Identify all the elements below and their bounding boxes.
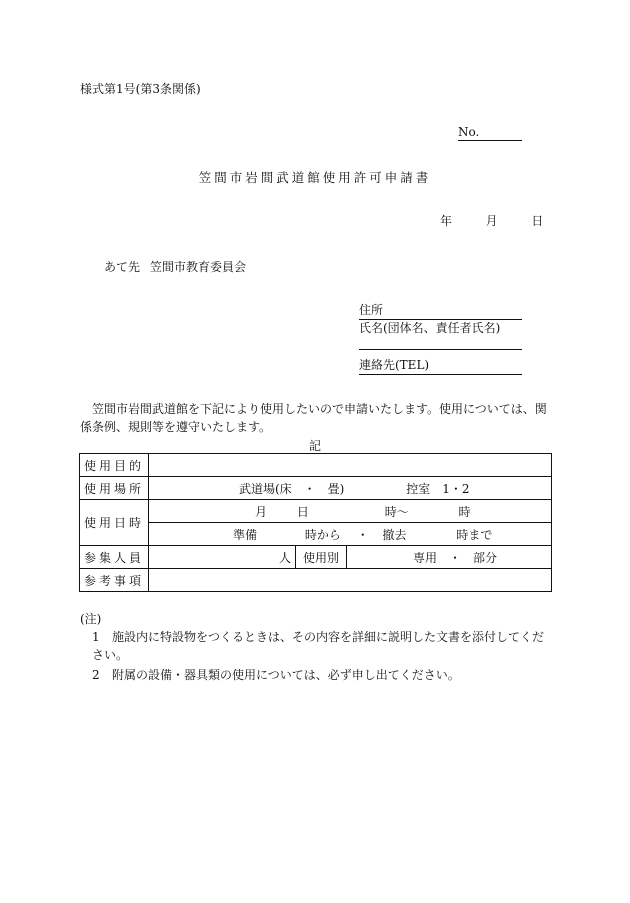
dt-day: 日 [296, 504, 309, 519]
dt-to: 時 [458, 504, 471, 519]
ki-marker: 記 [308, 439, 321, 453]
dt-from: 時〜 [384, 504, 409, 519]
usage-type-options: 専用 ・ 部分 [413, 550, 498, 565]
note-number: 1 [92, 630, 100, 644]
addressee-prefix: あて先 [104, 260, 141, 274]
place-room: 控室 1・2 [406, 481, 470, 496]
table-row [80, 454, 552, 477]
note-item [92, 666, 552, 684]
remarks-label: 参考事項 [80, 569, 149, 592]
note-text: 施設内に特設物をつくるときは、その内容を詳細に説明した文書を添付してください。 [92, 630, 545, 662]
applicant-name-field: 氏名(団体名、責任者氏名) [359, 321, 501, 335]
day-label: 日 [531, 214, 544, 228]
place-label: 使用場所 [80, 477, 149, 500]
application-statement: 笠間市岩間武道館を下記により使用したいので申請いたします。使用については、関係条例、規則等を遵守いたします。 [80, 402, 547, 434]
people-unit: 人 [149, 546, 296, 569]
application-table [79, 453, 552, 592]
form-number-label: 様式第1号(第3条関係) [80, 82, 201, 96]
usage-type-value [347, 546, 552, 569]
addressee-name: 笠間市教育委員会 [150, 260, 247, 274]
datetime-label: 使用日時 [80, 500, 149, 546]
table-row [80, 477, 552, 500]
addressee [104, 258, 246, 275]
datetime-row-2 [149, 523, 552, 546]
applicant-name-line [359, 349, 522, 350]
table-row [80, 500, 552, 523]
month-label: 月 [485, 214, 498, 228]
prep-separator: ・ [356, 527, 369, 542]
datetime-row-1 [149, 500, 552, 523]
notes-heading: (注) [80, 612, 102, 626]
dt-month: 月 [255, 504, 268, 519]
applicant-address-field: 住所 [359, 301, 522, 320]
document-number-field: No. [458, 125, 522, 141]
cleanup-to: 時まで [456, 527, 493, 542]
prep-from: 時から [304, 527, 341, 542]
year-label: 年 [440, 214, 453, 228]
usage-type-label: 使用別 [296, 546, 347, 569]
cleanup-label: 撤去 [382, 527, 407, 542]
table-row [80, 523, 552, 546]
date-row [440, 212, 543, 229]
applicant-contact-field: 連絡先(TEL) [359, 356, 522, 375]
people-label: 参集人員 [80, 546, 149, 569]
table-row [80, 546, 552, 569]
purpose-label: 使用目的 [80, 454, 149, 477]
note-text: 附属の設備・器具類の使用については、必ず申し出てください。 [112, 668, 460, 682]
purpose-value [149, 454, 552, 477]
place-dojo: 武道場(床 ・ 畳) [239, 481, 345, 496]
note-number: 2 [92, 668, 100, 682]
place-value [149, 477, 552, 500]
table-row [80, 569, 552, 592]
prep-label: 準備 [233, 527, 258, 542]
note-item [92, 628, 552, 664]
remarks-value [149, 569, 552, 592]
document-title: 笠間市岩間武道館使用許可申請書 [198, 170, 432, 185]
